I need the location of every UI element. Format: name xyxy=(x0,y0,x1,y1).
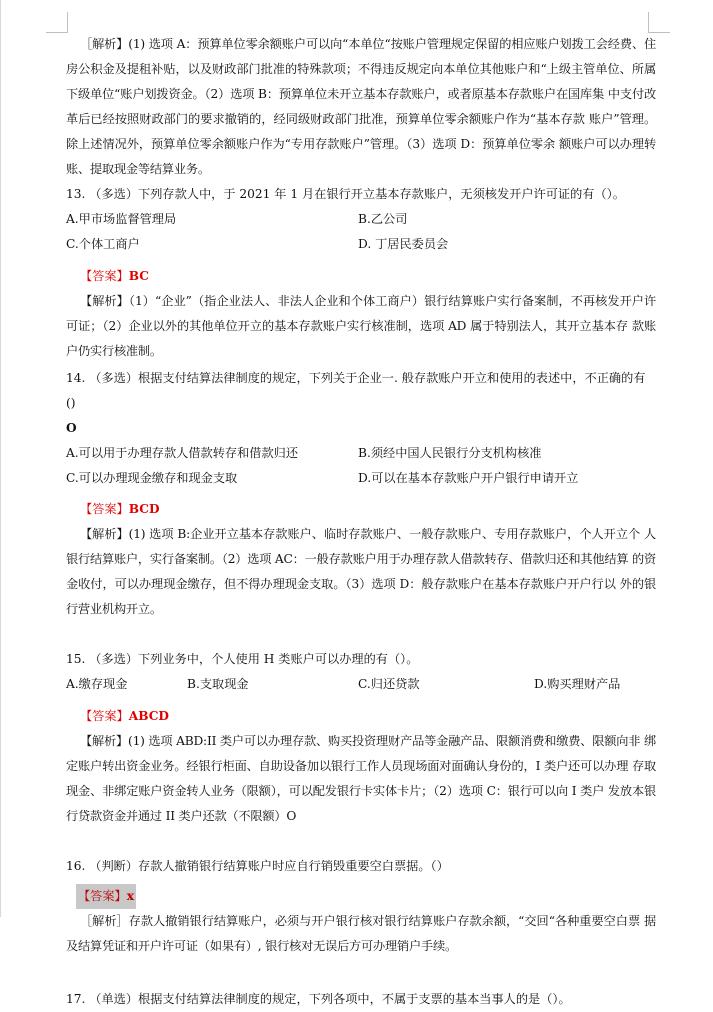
answer-label: 【答案】 xyxy=(78,889,127,903)
q15-analysis: 【解析】(1) 选项 ABD:II 类户可以办理存款、购买投资理财产品等金融产品、限额消费和缴费、限额向非 绑定账户转出资金业务。经银行柜面、自助设备加以银行工作人员现场面对面确认身份的，I 类户还可以办理 存取现金、非绑定账户资金转人业务（限额），可以配发银行卡实体卡片；（2）选项 C：银行可以向 I 类户 发放本银行贷款资金并通过 II 类户还款（不限额）O xyxy=(66,734,656,823)
q13-answer xyxy=(66,264,656,289)
q14-analysis: 【解析】(1) 选项 B:企业开立基本存款账户、临时存款账户、一般存款账户、专用存款账户，个人开立个 人银行结算账户，实行备案制。（2）选项 AC：一般存款账户用于办理存款人借款转存、借款归还和其他结算 的资金收付，可以办理现金缴存，但不得办理现金支取。（3）选项 D：般存款账户在基本存款账户开户行以 外的银行营业机构开立。 xyxy=(66,527,656,616)
answer-highlight xyxy=(76,884,136,909)
margin-corner-top-right xyxy=(648,12,670,33)
q13-option-a: A.甲市场监督管理局 xyxy=(66,212,177,226)
question-13 xyxy=(66,182,656,364)
q14-option-b: B.须经中国人民银行分支机构核准 xyxy=(358,446,542,460)
analysis-q12: ［解析】(1) 选项 A：预算单位零余额账户可以向“本单位“按账户管理规定保留的相应账户划拨工会经费、住房公积金及提租补贴，以及财政部门批准的特殊款项；不得违反规定向本单位其他账户和“上级主管单位、所属下级单位“账户划拨资金。（2）选项 B：预算单位未开立基本存款账户，或者原基本存款账户在国库集 中支付改革后已经按照财政部门的要求撤销的，经同级财政部门批准，预算单位零余额账户作为“基本存款 账户”管理。除上述情况外，预算单位零余额账户作为“专用存款账户”管理。（3）选项 D：预算单位零余 额账户可以办理转账、提取现金等结算业务。 xyxy=(66,37,656,176)
q14-option-d: D.可以在基本存款账户开户银行申请开立 xyxy=(358,471,579,485)
q14-option-a: A.可以用于办理存款人借款转存和借款归还 xyxy=(66,446,299,460)
q14-options-row1 xyxy=(66,441,656,466)
answer-label: 【答案】 xyxy=(80,502,129,516)
question-15 xyxy=(66,647,656,829)
question-14 xyxy=(66,366,656,622)
q13-stem: 13. （多选）下列存款人中，于 2021 年 1 月在银行开立基本存款账户，无须核发开户许可证的有（）。 xyxy=(66,187,625,201)
q13-options-row2 xyxy=(66,232,656,257)
q14-stem-cont: O xyxy=(66,421,77,435)
margin-corner-top-left xyxy=(46,12,68,33)
q16-analysis: ［解析］存款人撤销银行结算账户，必须与开户银行核对银行结算账户存款余额，“交回“各种重要空白票 据及结算凭证和开户许可证（如果有）, 银行核对无误后方可办理销户手续。 xyxy=(66,914,656,953)
answer-value: BC xyxy=(128,269,149,283)
question-17 xyxy=(66,987,656,1012)
q17-stem: 17. （单选）根据支付结算法律制度的规定，下列各项中，不属于支票的基本当事人的是（）。 xyxy=(66,992,571,1006)
q13-option-d: D. 丁居民委员会 xyxy=(358,237,449,251)
q13-option-b: B.乙公司 xyxy=(358,212,408,226)
answer-value: ABCD xyxy=(128,709,170,723)
q15-option-b: B.支取现金 xyxy=(187,677,249,691)
q15-option-c: C.归还贷款 xyxy=(358,677,420,691)
answer-label: 【答案】 xyxy=(80,269,129,283)
answer-value: x xyxy=(126,889,135,903)
q15-options xyxy=(66,672,656,697)
document-body xyxy=(66,32,656,1012)
q15-option-a: A.缴存现金 xyxy=(66,677,128,691)
q13-option-c: C.个体工商户 xyxy=(66,237,140,251)
q15-answer xyxy=(66,704,656,729)
q14-options-row2 xyxy=(66,466,656,491)
q13-options-row1 xyxy=(66,207,656,232)
answer-value: BCD xyxy=(128,502,160,516)
q13-analysis: 【解析】（1）“企业”（指企业法人、非法人企业和个体工商户）银行结算账户实行备案制，不再核发开户许可证；（2）企业以外的其他单位开立的基本存款账户实行核准制，选项 AD 属于特别法人，其开立基本存 款账户仍实行核准制。 xyxy=(66,294,656,358)
answer-label: 【答案】 xyxy=(80,709,129,723)
q16-answer xyxy=(66,884,656,909)
question-16 xyxy=(66,854,656,959)
page-edge xyxy=(0,0,1,917)
q16-stem: 16. （判断）存款人撤销银行结算账户时应自行销毁重要空白票据。（） xyxy=(66,859,449,873)
q15-option-d: D.购买理财产品 xyxy=(534,677,621,691)
q15-stem: 15. （多选）下列业务中，个人使用 H 类账户可以办理的有（）。 xyxy=(66,652,419,666)
q14-stem: 14. （多选）根据支付结算法律制度的规定，下列关于企业一. 般存款账户开立和使用的表述中，不正确的有 () xyxy=(66,371,646,410)
q14-option-c: C.可以办理现金缴存和现金支取 xyxy=(66,471,238,485)
q14-answer xyxy=(66,497,656,522)
